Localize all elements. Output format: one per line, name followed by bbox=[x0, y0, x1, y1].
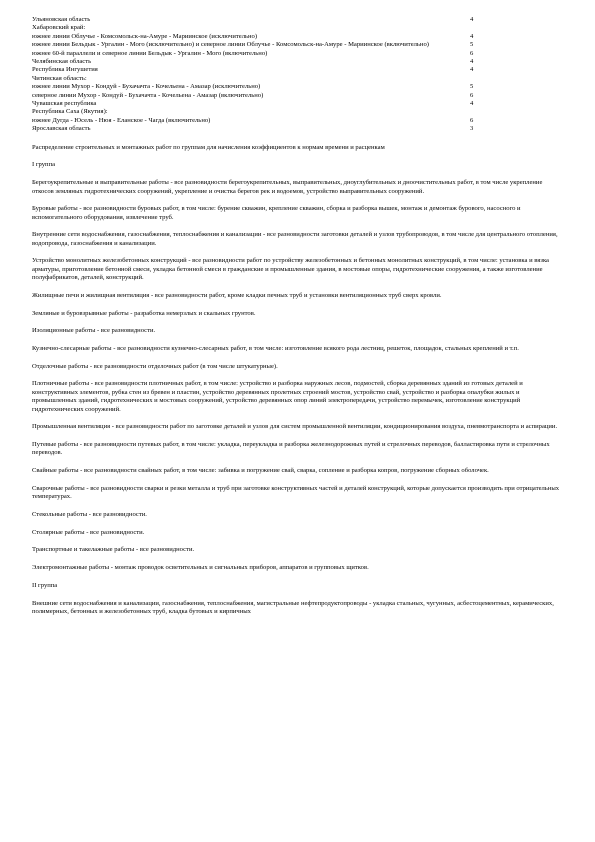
region-name: южнее линии Облучье - Комсомольск-на-Амуре - Мариинское (исключительно) bbox=[32, 32, 258, 40]
paragraph: Сварочные работы - все разновидности сварки и резки металла и труб при заготовке конструктивных частей и деталей конструкций, которые допускается производить при отрицательных температурах. bbox=[32, 484, 560, 501]
paragraph: Кузнечно-слесарные работы - все разновидности кузнечно-слесарных работ, в том числе: изготовление всякого рода лестниц, решеток, площадок, стальных креплений и т.п. bbox=[32, 345, 519, 353]
paragraph: Внешние сети водоснабжения и канализации, газоснабжения, теплоснабжения, магистральные нефтепродуктопроводы - укладка стальных, чугунных, асбестоцементных, керамических, полимерных, бетонных и железобетонных труб, кладка бутовых и кирпичных bbox=[32, 599, 554, 615]
paragraph: Внутренние сети водоснабжения, газоснабжения, теплоснабжения и канализации - все разновидности заготовки деталей и узлов трубопроводов, в том числе для центрального отопления, водопровода, газоснабжения и канализации. bbox=[32, 231, 558, 247]
group-heading-2: II группа bbox=[32, 581, 58, 589]
region-name: Ульяновская область bbox=[32, 16, 91, 23]
table-row bbox=[32, 83, 560, 91]
region-name: Ярославская область bbox=[32, 125, 91, 133]
paragraph: Стекольные работы - все разновидности. bbox=[32, 511, 147, 518]
paragraph: Плотничные работы - все разновидности плотничных работ, в том числе: устройство и разборка наружных лесов, подмостей, сборка деревянных зданий из готовых деталей и конструктивных элементов, рубка стен из бревен и пластин, устройство деревянных пролетных строений мостов, устройство свай, устройство и разборка опалубки жилых и промышленных зданий, гидротехнических и мостовых сооружений, устройство деревянных опор линий электропередачи, устройство перемычек, изготовление конструкций гидротехнических сооружений. bbox=[32, 380, 523, 413]
paragraph: Буровые работы - все разновидности буровых работ, в том числе: бурение скважин, крепление скважин, сборка и разборка вышек, монтаж и демонтаж бурового, насосного и вспомогательного оборудования, извлечение труб. bbox=[32, 205, 521, 221]
paragraph: Промышленная вентиляция - все разновидности работ по заготовке деталей и узлов для систем промышленной вентиляции, кондиционирования воздуха, пневмотранспорта и аспирации. bbox=[32, 423, 558, 431]
coefficient-group: 6 bbox=[470, 49, 474, 57]
region-name: Читинская область: bbox=[32, 74, 87, 82]
paragraph: Столярные работы - все разновидности. bbox=[32, 528, 145, 536]
document-page bbox=[32, 16, 560, 626]
coefficient-group: 5 bbox=[470, 41, 474, 49]
paragraph: Путевые работы - все разновидности путевых работ, в том числе: укладка, переукладка и разборка железнодорожных путей и стрелочных переводов, балластировка пути и стрелочных переводов. bbox=[32, 441, 550, 457]
table-row bbox=[32, 33, 560, 41]
table-row bbox=[32, 100, 560, 108]
table-row bbox=[32, 108, 560, 116]
paragraph: Свайные работы - все разновидности свайных работ, в том числе: забивка и погружение свай, сварка, сопление и разборка копров, погружение сборных оболочек. bbox=[32, 467, 489, 475]
region-name: южнее линии Мухор - Кондуй - Бухачачта - Кочельена - Амазар (исключительно) bbox=[32, 83, 261, 91]
paragraph: Берегоукрепительные и выправительные работы - все разновидности берегоукрепительных, выправительных, дноуглубительных и дноочистительных работ, в том числе укрепление откосов земляных гидротехнических сооружений, укрепление и очистка берегов рек и водоемов, устройство выправительных сооружений. bbox=[32, 179, 543, 195]
table-row bbox=[32, 50, 560, 58]
paragraph: Отделочные работы - все разновидности отделочных работ (в том числе штукатурные). bbox=[32, 362, 278, 370]
section-heading-distribution: Распределение строительных и монтажных работ по группам для начисления коэффициентов к нормам времени и расценкам bbox=[32, 143, 385, 151]
paragraph: Электромонтажные работы - монтаж проводок осветительных и сигнальных приборов, аппаратов и групповых щитков. bbox=[32, 564, 369, 572]
region-name: Хабаровский край: bbox=[32, 24, 86, 32]
table-row bbox=[32, 16, 560, 24]
table-row bbox=[32, 75, 560, 83]
paragraph: Изоляционные работы - все разновидности. bbox=[32, 327, 156, 335]
coefficient-group: 4 bbox=[470, 58, 474, 66]
region-name: южнее 60-й параллели и северное линии Бельдык - Ургалин - Мого (включительно) bbox=[32, 49, 268, 57]
coefficient-group: 3 bbox=[470, 125, 474, 133]
paragraph: Транспортные и такелажные работы - все разновидности. bbox=[32, 546, 195, 554]
table-row bbox=[32, 66, 560, 74]
paragraph: Устройство монолитных железобетонных конструкций - все разновидности работ по устройству железобетонных и бетонных монолитных конструкций, в том числе: установка и вязка арматуры, приготовление бетонной смеси, укладка бетонной смеси в гражданские и промышленные здания, в мостовые опоры, гидротехнические сооружения, а также изготовление полуфабрикатов, деталей, конструкций. bbox=[32, 257, 549, 282]
coefficient-group: 5 bbox=[470, 83, 474, 91]
table-row bbox=[32, 117, 560, 125]
region-coefficient-table bbox=[32, 16, 560, 134]
table-row bbox=[32, 41, 560, 49]
group-heading-1: I группа bbox=[32, 161, 56, 169]
region-name: северное линии Мухор - Кондуй - Бухачачта - Кочельена - Амазар (включительно) bbox=[32, 91, 264, 99]
region-name: Республика Ингушетия bbox=[32, 66, 98, 74]
coefficient-group: 4 bbox=[470, 66, 474, 74]
table-row bbox=[32, 92, 560, 100]
region-name: Республика Саха (Якутия): bbox=[32, 108, 108, 116]
table-row bbox=[32, 24, 560, 32]
table-row bbox=[32, 58, 560, 66]
table-row bbox=[32, 125, 560, 133]
coefficient-group: 6 bbox=[470, 91, 474, 99]
coefficient-group: 4 bbox=[470, 32, 474, 40]
coefficient-group: 4 bbox=[470, 16, 474, 23]
region-name: южнее линии Бельдык - Ургалин - Мого (исключительно) и северное линии Облучье - Комсомольск-на-Амуре - Мариинское (включительно) bbox=[32, 41, 429, 49]
coefficient-group: 4 bbox=[470, 100, 474, 108]
region-name: Чувашская республика bbox=[32, 100, 97, 108]
region-name: южнее Дугда - Юсель - Нюя - Еланское - Чагда (включительно) bbox=[32, 116, 211, 124]
region-name: Челябинская область bbox=[32, 58, 92, 66]
paragraph: Жилищные печи и жилищная вентиляция - все разновидности работ, кроме кладки печных труб и установки вентиляционных труб сверх кровли. bbox=[32, 291, 442, 299]
coefficient-group: 6 bbox=[470, 116, 474, 124]
paragraph: Земляные и буровзрывные работы - разработка немерзлых и скальных грунтов. bbox=[32, 309, 256, 317]
